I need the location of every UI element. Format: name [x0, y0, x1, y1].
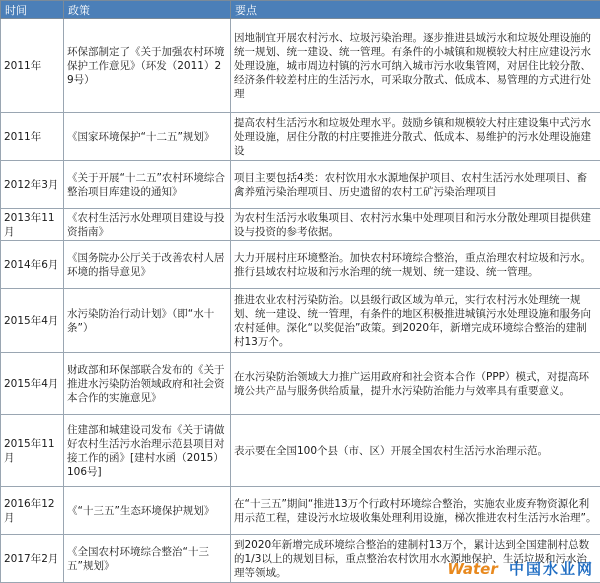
cell-time: 2015年4月 [1, 289, 64, 353]
cell-policy: 环保部制定了《关于加强农村环境保护工作意见》（环发（2011）29号） [64, 19, 231, 113]
table-row [1, 209, 600, 241]
cell-policy: 《“十三五”生态环境保护规划》 [64, 487, 231, 535]
table-row [1, 289, 600, 353]
table-row [1, 415, 600, 487]
cell-policy: 《农村生活污水处理项目建设与投资指南》 [64, 209, 231, 241]
cell-time: 2015年4月 [1, 353, 64, 415]
cell-time: 2011年 [1, 19, 64, 113]
cell-time: 2011年 [1, 113, 64, 161]
table-row [1, 241, 600, 289]
header-points: 要点 [231, 1, 600, 19]
cell-points: 因地制宜开展农村污水、垃圾污染治理。逐步推进县域污水和垃圾处理设施的统一规划、统一建设、统一管理。有条件的小城镇和规模较大村庄应建设污水处理设施，城市周边村镇的污水可纳入城市污水收集管网，对居住比较分散、经济条件较差村庄的生活污水，可采取分散式、低成本、易管理的方式进行处理 [231, 19, 600, 113]
table-row [1, 535, 600, 583]
cell-time: 2012年3月 [1, 161, 64, 209]
table-row [1, 19, 600, 113]
table-header-row [1, 1, 600, 19]
cell-points: 为农村生活污水收集项目、农村污水集中处理项目和污水分散处理项目提供建设与投资的参考依据。 [231, 209, 600, 241]
cell-points: 表示要在全国100个县（市、区）开展全国农村生活污水治理示范。 [231, 415, 600, 487]
header-time: 时间 [1, 1, 64, 19]
header-policy: 政策 [64, 1, 231, 19]
table-row [1, 353, 600, 415]
cell-policy: 水污染防治行动计划》（即“水十条”） [64, 289, 231, 353]
cell-points: 在“十三五”期间“推进13万个行政村环境综合整治，实施农业废弃物资源化利用示范工程，建设污水垃圾收集处理利用设施，梯次推进农村生活污水治理”。 [231, 487, 600, 535]
cell-points: 推进农业农村污染防治。以县级行政区域为单元，实行农村污水处理统一规划、统一建设、统一管理，有条件的地区积极推进城镇污水处理设施和服务向农村延伸。深化“以奖促治”政策。到2020年，新增完成环境综合整治的建制村13万个。 [231, 289, 600, 353]
cell-policy: 《国务院办公厅关于改善农村人居环境的指导意见》 [64, 241, 231, 289]
watermark-site-name: 中国水业网 [508, 560, 594, 578]
cell-time: 2014年6月 [1, 241, 64, 289]
cell-points: 项目主要包括4类：农村饮用水水源地保护项目、农村生活污水处理项目、畜禽养殖污染治理项目、历史遗留的农村工矿污染治理项目 [231, 161, 600, 209]
cell-points: 提高农村生活污水和垃圾处理水平。鼓励乡镇和规模较大村庄建设集中式污水处理设施，居住分散的村庄要推进分散式、低成本、易维护的污水处理设施建设 [231, 113, 600, 161]
table-row [1, 161, 600, 209]
cell-policy: 《全国农村环境综合整治“十三五”规划》 [64, 535, 231, 583]
table-row [1, 113, 600, 161]
cell-points: 到2020年新增完成环境综合整治的建制村13万个，累计达到全国建制村总数的1/3以上的规划目标，重点整治农村饮用水水源地保护、生活垃圾和污水治理等领域。 [231, 535, 600, 583]
cell-policy: 住建部和城建设司发布《关于请做好农村生活污水治理示范县项目对接工作的函》[建村水函（2015）106号] [64, 415, 231, 487]
cell-policy: 《国家环境保护“十二五”规划》 [64, 113, 231, 161]
cell-time: 2013年11月 [1, 209, 64, 241]
cell-points: 在水污染防治领域大力推广运用政府和社会资本合作（PPP）模式，对提高环境公共产品与服务供给质量，提升水污染防治能力与效率具有重要意义。 [231, 353, 600, 415]
cell-policy: 财政部和环保部联合发布的《关于推进水污染防治领域政府和社会资本合作的实施意见》 [64, 353, 231, 415]
table-row [1, 487, 600, 535]
cell-points: 大力开展村庄环境整治。加快农村环境综合整治，重点治理农村垃圾和污水。推行县域农村垃圾和污水治理的统一规划、统一建设、统一管理。 [231, 241, 600, 289]
cell-time: 2017年2月 [1, 535, 64, 583]
cell-time: 2016年12月 [1, 487, 64, 535]
cell-policy: 《关于开展“十二五”农村环境综合整治项目库建设的通知》 [64, 161, 231, 209]
cell-time: 2015年11月 [1, 415, 64, 487]
watermark-brand: Water [447, 560, 498, 578]
